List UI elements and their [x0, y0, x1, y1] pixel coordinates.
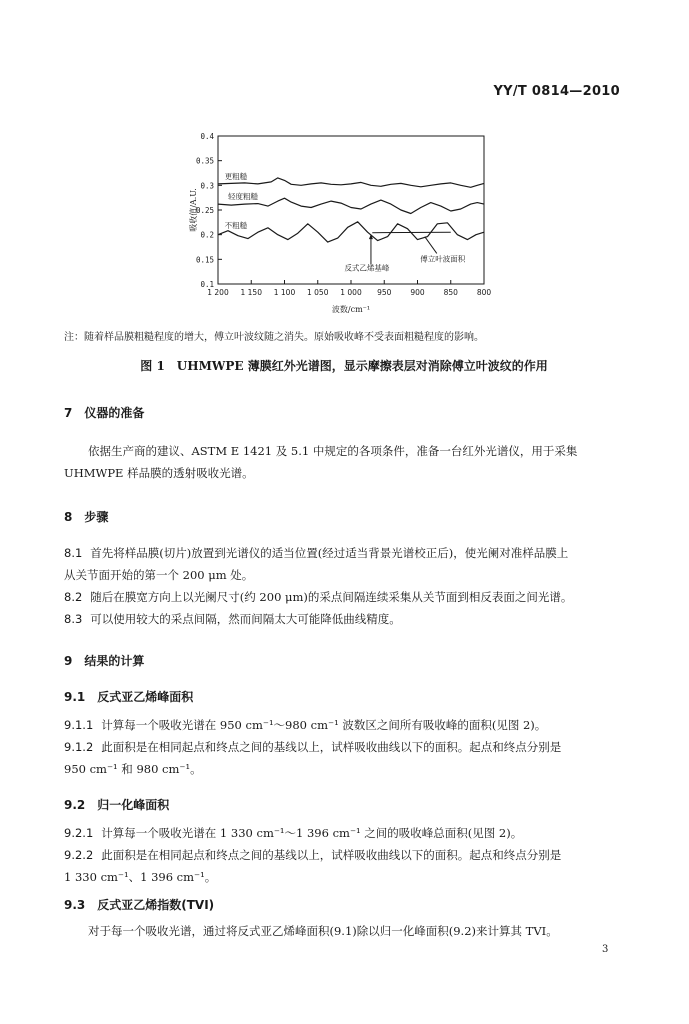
section-9-2-heading: 9.2 归一化峰面积	[64, 798, 170, 812]
chart-series	[218, 178, 484, 242]
annotation-label-2: 傅立叶波面积	[420, 254, 466, 264]
y-axis-label: 吸收值/A.U.	[189, 188, 198, 232]
item-9-2-2-line2: 1 330 cm⁻¹、1 396 cm⁻¹。	[64, 870, 217, 884]
section-9-3-heading: 9.3 反式亚乙烯指数(TVI)	[64, 898, 215, 912]
y-tick-label: 0.4	[200, 132, 214, 141]
item-9-1-2-line1	[64, 736, 624, 758]
section-7-para-line2: UHMWPE 样品膜的透射吸收光谱。	[64, 466, 254, 480]
y-tick-label: 0.25	[195, 206, 214, 215]
item-8-2-number: 8.2	[64, 590, 83, 604]
series-line-1	[218, 178, 484, 187]
section-8-heading: 8 步骤	[64, 510, 109, 524]
annotation-label-1: 反式乙烯基峰	[344, 263, 390, 273]
x-tick-label: 950	[377, 288, 392, 297]
item-8-1-number: 8.1	[64, 546, 83, 560]
series-label-1: 更粗糙	[224, 171, 248, 181]
item-8-2	[64, 586, 624, 608]
x-tick-label: 1 000	[340, 288, 362, 297]
item-8-1-line1	[64, 542, 624, 564]
item-9-2-2-number: 9.2.2	[64, 848, 94, 862]
item-9-1-2-number: 9.1.2	[64, 740, 94, 754]
item-8-2-text: 随后在膜宽方向上以光阑尺寸(约 200 μm)的采点间隔连续采集从关节面到相反表面之间光谱。	[90, 590, 573, 604]
page-number: 3	[602, 944, 609, 955]
item-9-2-2-line1	[64, 844, 624, 866]
x-tick-label: 1 050	[307, 288, 329, 297]
item-9-2-2-text: 此面积是在相同起点和终点之间的基线以上，试样吸收曲线以下的面积。起点和终点分别是	[101, 848, 562, 862]
y-tick-label: 0.1	[200, 280, 214, 289]
section-9-heading: 9 结果的计算	[64, 654, 145, 668]
item-8-3-number: 8.3	[64, 612, 83, 626]
x-tick-label: 1 200	[207, 288, 229, 297]
section-7-heading: 7 仪器的准备	[64, 406, 145, 420]
item-9-2-1-text: 计算每一个吸收光谱在 1 330 cm⁻¹～1 396 cm⁻¹ 之间的吸收峰总面积(见图 2)。	[101, 826, 523, 840]
x-axis-label: 波数/cm⁻¹	[331, 305, 371, 314]
annotation-arrow-2	[425, 237, 437, 254]
y-tick-label: 0.35	[195, 156, 214, 166]
item-9-2-1	[64, 822, 624, 844]
x-tick-label: 850	[443, 288, 458, 297]
x-tick-label: 1 100	[273, 288, 296, 297]
section-9-3-para: 对于每一个吸收光谱，通过将反式亚乙烯峰面积(9.1)除以归一化峰面积(9.2)来计算其 TVI。	[88, 924, 558, 938]
ir-spectrum-chart	[170, 128, 520, 320]
item-8-1-text: 首先将样品膜(切片)放置到光谱仪的适当位置(经过适当背景光谱校正后)，使光阑对准样品膜上	[90, 546, 569, 560]
x-tick-label: 900	[410, 288, 425, 297]
item-9-1-1-number: 9.1.1	[64, 718, 94, 732]
item-9-1-1-text: 计算每一个吸收光谱在 950 cm⁻¹～980 cm⁻¹ 波数区之间所有吸收峰的面积(见图 2)。	[101, 718, 547, 732]
item-8-1-line2: 从关节面开始的第一个 200 μm 处。	[64, 568, 254, 582]
item-8-3	[64, 608, 624, 630]
item-8-3-text: 可以使用较大的采点间隔，然而间隔太大可能降低曲线精度。	[90, 612, 401, 626]
x-tick-label: 800	[476, 288, 492, 297]
y-tick-label: 0.3	[200, 181, 214, 191]
item-9-1-2-line2: 950 cm⁻¹ 和 980 cm⁻¹。	[64, 762, 202, 776]
section-9-1-heading: 9.1 反式亚乙烯峰面积	[64, 690, 194, 704]
y-tick-label: 0.2	[200, 230, 214, 240]
item-9-1-2-text: 此面积是在相同起点和终点之间的基线以上，试样吸收曲线以下的面积。起点和终点分别是	[101, 740, 562, 754]
series-label-3: 不粗糙	[224, 220, 248, 230]
figure-caption: 图 1 UHMWPE 薄膜红外光谱图，显示摩擦表层对消除傅立叶波纹的作用	[140, 359, 548, 373]
item-9-1-1	[64, 714, 624, 736]
standard-code: YY/T 0814—2010	[493, 84, 620, 99]
series-label-2: 轻度粗糙	[227, 192, 258, 202]
figure-note: 注：随着样品膜粗糙程度的增大，傅立叶波纹随之消失。原始吸收峰不受表面粗糙程度的影响。	[64, 332, 484, 343]
x-tick-label: 1 150	[240, 288, 262, 297]
section-7-para-line1: 依据生产商的建议、ASTM E 1421 及 5.1 中规定的各项条件，准备一台红外光谱仪，用于采集	[88, 444, 578, 458]
y-tick-label: 0.15	[195, 255, 214, 265]
item-9-2-1-number: 9.2.1	[64, 826, 94, 840]
